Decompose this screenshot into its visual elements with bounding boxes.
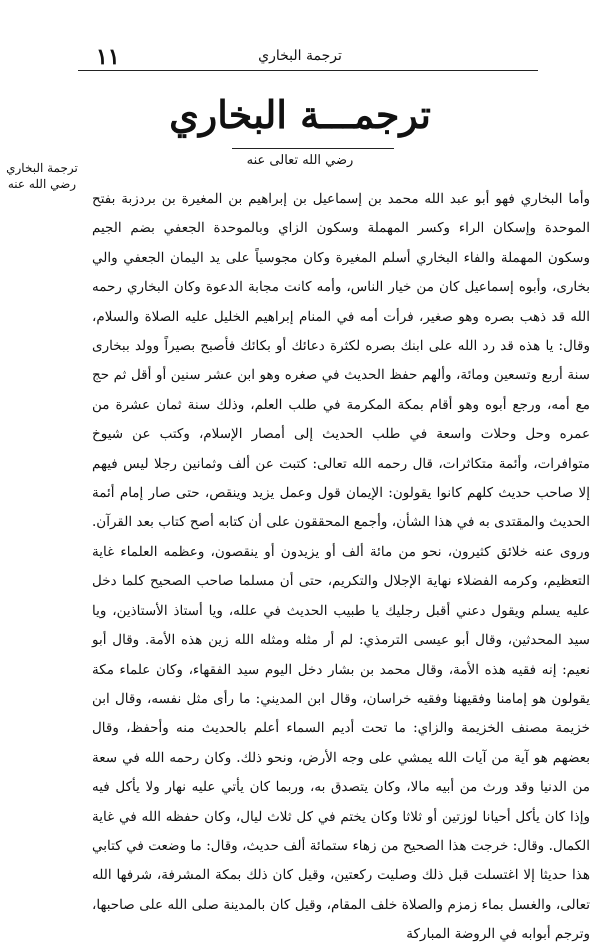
title-underline [232, 148, 394, 149]
body-text [92, 185, 590, 950]
chapter-subtitle: رضي الله تعالى عنه [246, 153, 354, 168]
margin-note: ترجمة البخاري رضي الله عنه [6, 161, 78, 191]
chapter-title: ترجمـــة البخاري [169, 92, 431, 137]
running-head: ترجمة البخاري [258, 48, 342, 64]
page-number: ١١ [96, 44, 120, 70]
body-paragraph: وأما البخاري فهو أبو عبد الله محمد بن إسماعيل بن إبراهيم بن المغيرة بن بردزبة بفتح الموحدة وإسكان الراء وكسر المهملة وسكون الزاي وبالموحدة الجعفي بضم الجيم وسكون المهملة والفاء البخاري أسلم المغيرة وكان مجوسياً على يد اليمان الجعفي والي بخارى، وأبوه إسماعيل كان من خيار الناس، وأمه كانت مجابة الدعوة وكان البخاري رحمه الله قد ذهب بصره وهو صغير، فرأت أمه في المنام إبراهيم الخليل عليه الصلاة والسلام، وقال: يا هذه قد رد الله على ابنك بصره لكثرة دعائك أو بكائك فأصبح بصيراً وولد ببخارى سنة أربع وتسعين ومائة، وألهم حفظ الحديث في صغره وهو ابن عشر سنين أو أقل ثم حج مع أمه، ورجع أبوه وهو أقام بمكة المكرمة في طلب العلم، وذلك سنة ثمان عشرة من عمره وحل وحلات واسعة في طلب الحديث إلى أمصار الإسلام، وكتب عن شيوخ متوافرات، وأئمة متكاثرات، قال رحمه الله تعالى: كتبت عن ألف وثمانين رجلا ليس فيهم إلا صاحب حديث كلهم كانوا يقولون: الإيمان قول وعمل يزيد وينقص، حتى صار إمام أئمة الحديث والمقتدى به في هذا الشأن، وأجمع المحققون على أن كتابه أصح كتاب بعد القرآن. وروى عنه خلائق كثيرون، نحو من مائة ألف أو يزيدون أو ينقصون، وعظمه العلماء غاية التعظيم، وكرمه الفضلاء نهاية الإجلال والتكريم، حتى أن مسلما صاحب الصحيح كلما دخل عليه يسلم ويقول دعني أقبل رجليك يا طبيب الحديث في علله، ويا أستاذ الأستاذين، ويا سيد المحدثين، وقال أبو عيسى الترمذي: لم أر مثله ومثله الله زين هذه الأمة. وقال أبو نعيم: إنه فقيه هذه الأمة، وقال محمد بن بشار دخل اليوم سيد الفقهاء، وكان علماء مكة يقولون هو إمامنا وفقيهنا وفقيه خراسان، وقال ابن المديني: ما رأى مثل نفسه، وقال ابن خزيمة مصنف الخزيمة والزاي: ما تحت أديم السماء أعلم بالحديث منه وأحفظ، وقال بعضهم هو آية من آيات الله يمشي على وجه الأرض، ونحو ذلك. وكان رحمه الله في سعة من الدنيا وقد ورث من أبيه مالا، وكان يتصدق به، وربما كان يأتي عليه نهار ولا يأكل فيه وإذا كان يأكل أحيانا لوزتين أو ثلاثا وكان يختم في كل ثلاث ليال، وكان حفظه الله في غاية الكمال. وقال: خرجت هذا الصحيح من زهاء ستمائة ألف حديث، وقال: ما وضعت في كتابي هذا حديثا إلا اغتسلت قبل ذلك وصليت ركعتين، وقيل كان ذلك بمكة المشرفة، شرفها الله تعالى، والغسل بماء زمزم والصلاة خلف المقام، وقيل كان بالمدينة صلى الله على صاحبها، وترجم أبوابه في الروضة المباركة [92, 191, 590, 943]
header-rule [78, 70, 538, 71]
